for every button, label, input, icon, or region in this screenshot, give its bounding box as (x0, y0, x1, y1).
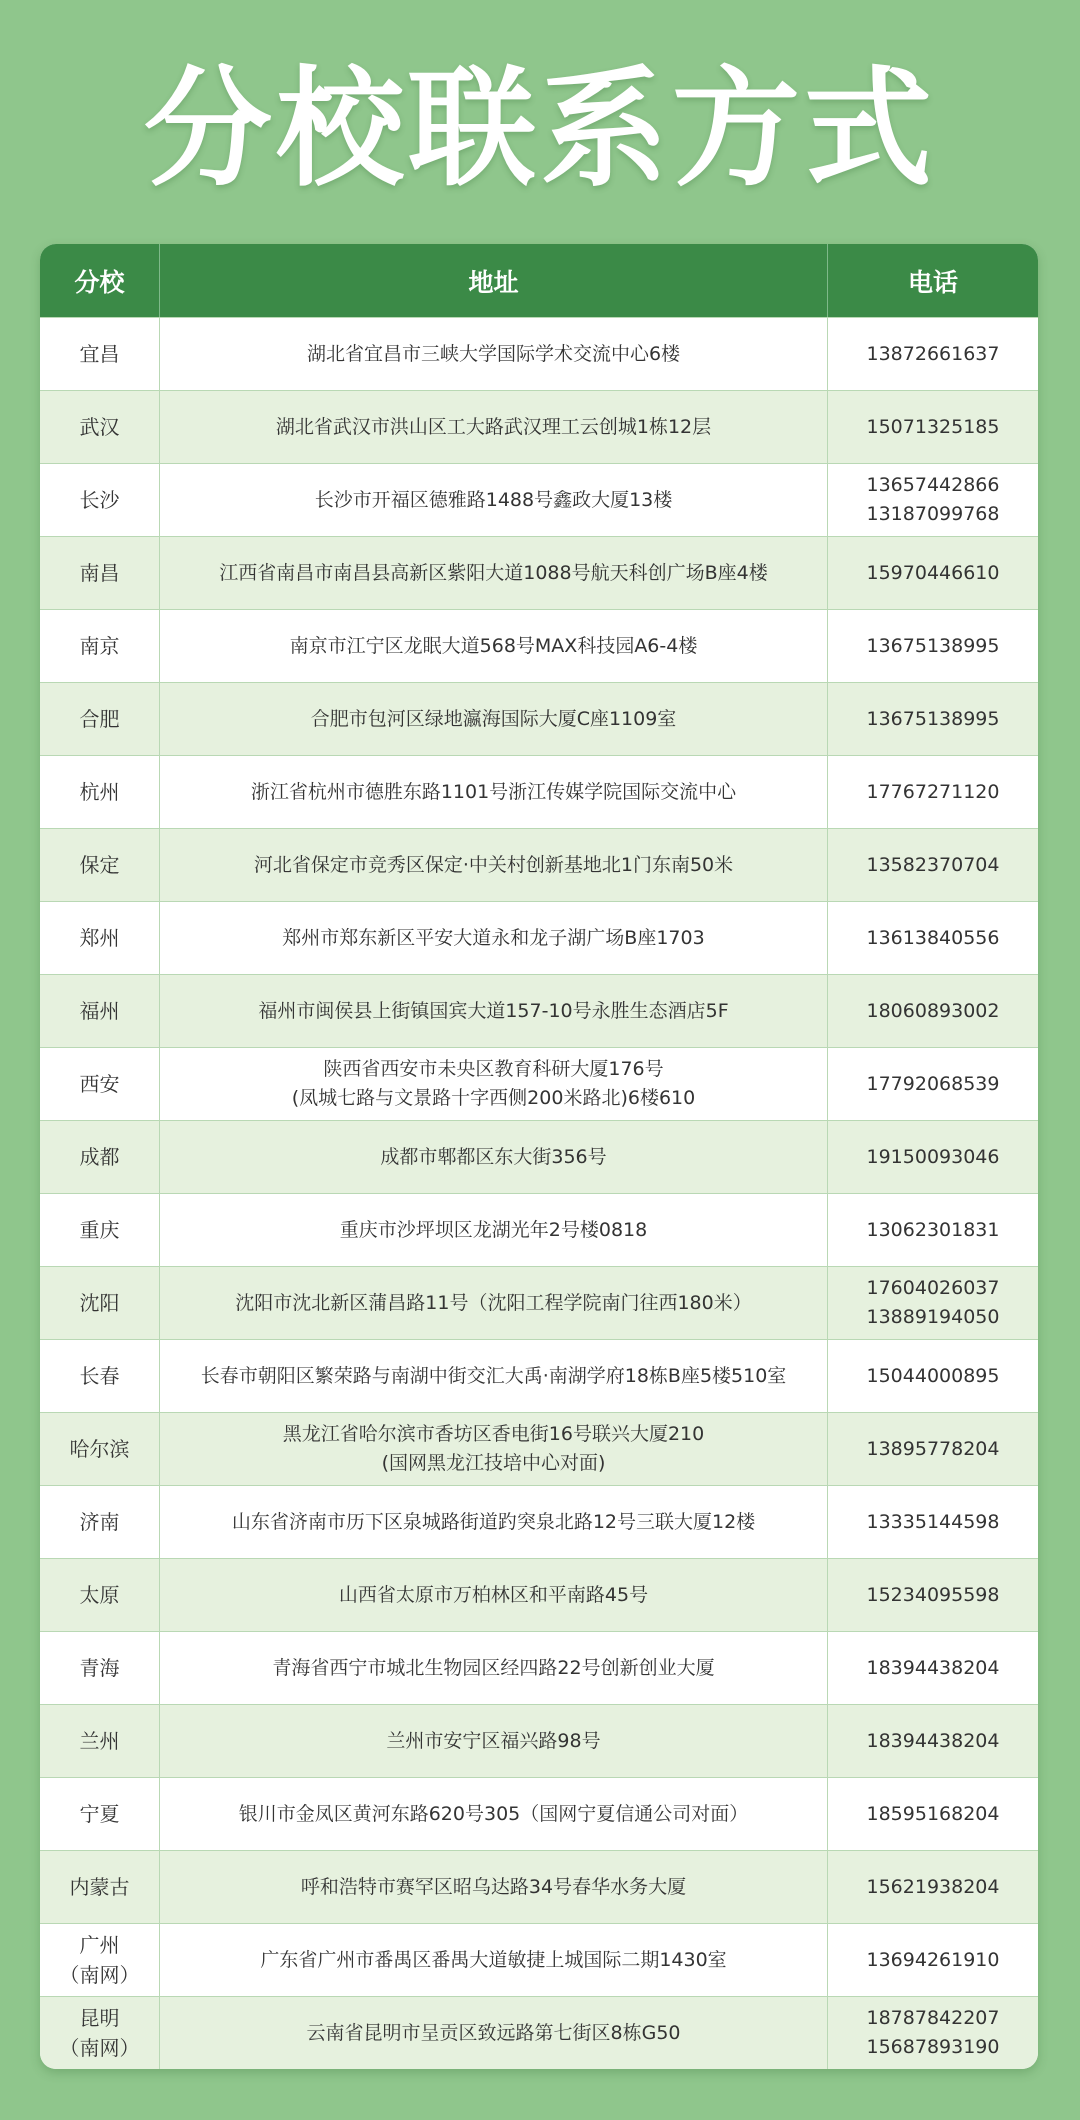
table-row (40, 1047, 1038, 1120)
address-line: 合肥市包河区绿地瀛海国际大厦C座1109室 (310, 707, 677, 730)
branch-name: 重庆 (79, 1218, 120, 1242)
page-title: 分校联系方式 (143, 55, 936, 204)
phone-number[interactable]: 13335144598 (866, 1510, 1000, 1533)
address-line: 湖北省宜昌市三峡大学国际学术交流中心6楼 (306, 342, 681, 365)
address-line: 重庆市沙坪坝区龙湖光年2号楼0818 (339, 1218, 648, 1241)
table-row (40, 390, 1038, 463)
address-line: 黑龙江省哈尔滨市香坊区香电街16号联兴大厦210 (282, 1423, 705, 1445)
branch-cell (40, 829, 160, 901)
phone-cell (828, 1486, 1038, 1558)
table-row (40, 682, 1038, 755)
table-row (40, 1485, 1038, 1558)
phone-number[interactable]: 13187099768 (866, 503, 1000, 525)
phone-number[interactable]: 17604026037 (866, 1277, 1000, 1299)
phone-cell (828, 1632, 1038, 1704)
table-row (40, 536, 1038, 609)
branch-name: 福州 (79, 999, 120, 1023)
table-row (40, 1193, 1038, 1266)
address-line: 河北省保定市竞秀区保定·中关村创新基地北1门东南50米 (253, 853, 734, 876)
table-row (40, 1266, 1038, 1339)
address-line: 青海省西宁市城北生物园区经四路22号创新创业大厦 (272, 1656, 715, 1679)
phone-cell (828, 1559, 1038, 1631)
address-cell (160, 537, 828, 609)
branch-cell (40, 1121, 160, 1193)
table-row (40, 1631, 1038, 1704)
table-row (40, 1120, 1038, 1193)
branch-cell (40, 1559, 160, 1631)
table-row (40, 974, 1038, 1047)
phone-cell (828, 1778, 1038, 1850)
branch-name: 广州 (79, 1933, 120, 1957)
branch-cell (40, 1997, 160, 2069)
table-row (40, 609, 1038, 682)
branch-name: （南网） (59, 1963, 140, 1987)
address-cell (160, 1851, 828, 1923)
branch-cell (40, 318, 160, 390)
branch-cell (40, 1340, 160, 1412)
address-line: 沈阳市沈北新区蒲昌路11号（沈阳工程学院南门往西180米） (235, 1291, 752, 1314)
phone-number[interactable]: 15044000895 (866, 1364, 1000, 1387)
table-row (40, 1996, 1038, 2069)
phone-cell (828, 1997, 1038, 2069)
branch-name: 武汉 (79, 415, 120, 439)
phone-number[interactable]: 15071325185 (866, 415, 1000, 438)
address-cell (160, 683, 828, 755)
phone-cell (828, 391, 1038, 463)
table-body (40, 317, 1038, 2069)
address-cell (160, 1486, 828, 1558)
address-line: 福州市闽侯县上街镇国宾大道157-10号永胜生态酒店5F (258, 999, 729, 1022)
table-row (40, 317, 1038, 390)
branch-cell (40, 1413, 160, 1485)
table-row (40, 1412, 1038, 1485)
table-row (40, 901, 1038, 974)
branch-name: 昆明 (79, 2006, 120, 2030)
phone-cell (828, 1851, 1038, 1923)
branch-name: 郑州 (79, 926, 120, 950)
phone-number[interactable]: 18394438204 (866, 1729, 1000, 1752)
address-cell (160, 1194, 828, 1266)
phone-cell (828, 464, 1038, 536)
address-line: 云南省昆明市呈贡区致远路第七街区8栋G50 (306, 2021, 681, 2044)
branch-cell (40, 1048, 160, 1120)
branch-name: 合肥 (79, 707, 120, 731)
address-line: 长沙市开福区德雅路1488号鑫政大厦13楼 (314, 488, 673, 511)
phone-number[interactable]: 13694261910 (866, 1948, 1000, 1971)
phone-number[interactable]: 13895778204 (866, 1437, 1000, 1460)
phone-number[interactable]: 18394438204 (866, 1656, 1000, 1679)
address-line: 长春市朝阳区繁荣路与南湖中街交汇大禹·南湖学府18栋B座5楼510室 (200, 1364, 787, 1387)
address-line: 山西省太原市万柏林区和平南路45号 (338, 1583, 649, 1606)
phone-cell (828, 683, 1038, 755)
table-row (40, 755, 1038, 828)
phone-cell (828, 975, 1038, 1047)
phone-number[interactable]: 13889194050 (866, 1306, 1000, 1328)
header-branch: 分校 (40, 244, 160, 317)
branch-name: 南京 (79, 634, 120, 658)
phone-cell (828, 1413, 1038, 1485)
phone-number[interactable]: 17792068539 (866, 1072, 1000, 1095)
branch-name: 杭州 (79, 780, 120, 804)
phone-number[interactable]: 15970446610 (866, 561, 1000, 584)
branch-cell (40, 756, 160, 828)
address-line: 成都市郫都区东大街356号 (380, 1145, 607, 1168)
phone-number[interactable]: 13062301831 (866, 1218, 1000, 1241)
branch-cell (40, 1705, 160, 1777)
address-line: 广东省广州市番禺区番禺大道敏捷上城国际二期1430室 (260, 1948, 727, 1971)
table-row (40, 1850, 1038, 1923)
address-cell (160, 1632, 828, 1704)
address-cell (160, 756, 828, 828)
phone-number[interactable]: 13582370704 (866, 853, 1000, 876)
address-cell (160, 829, 828, 901)
phone-cell (828, 318, 1038, 390)
branch-cell (40, 537, 160, 609)
address-line: (凤城七路与文景路十字西侧200米路北)6楼610 (291, 1087, 696, 1109)
branch-cell (40, 610, 160, 682)
branch-cell (40, 1486, 160, 1558)
table-row (40, 1558, 1038, 1631)
branch-contact-table (40, 244, 1038, 2069)
table-row (40, 1339, 1038, 1412)
address-cell (160, 1559, 828, 1631)
address-line: 南京市江宁区龙眠大道568号MAX科技园A6-4楼 (289, 634, 698, 657)
phone-cell (828, 756, 1038, 828)
phone-number[interactable]: 15234095598 (866, 1583, 1000, 1606)
branch-name: 济南 (79, 1510, 120, 1534)
header-phone: 电话 (907, 267, 958, 297)
branch-cell (40, 1632, 160, 1704)
branch-name: 西安 (79, 1072, 120, 1096)
phone-cell (828, 1705, 1038, 1777)
branch-cell (40, 1778, 160, 1850)
table-row (40, 1777, 1038, 1850)
header-address: 地址 (160, 244, 828, 317)
phone-cell (828, 1924, 1038, 1996)
phone-cell (828, 1267, 1038, 1339)
branch-name: 沈阳 (79, 1291, 120, 1315)
address-cell (160, 318, 828, 390)
address-line: 郑州市郑东新区平安大道永和龙子湖广场B座1703 (282, 926, 705, 949)
branch-name: 青海 (79, 1656, 120, 1680)
phone-number[interactable]: 15687893190 (866, 2036, 1000, 2058)
phone-number[interactable]: 13872661637 (866, 342, 1000, 365)
branch-cell (40, 464, 160, 536)
branch-cell (40, 1267, 160, 1339)
phone-number[interactable]: 13675138995 (866, 634, 1000, 657)
phone-cell (828, 902, 1038, 974)
phone-number[interactable]: 13613840556 (866, 926, 1000, 949)
branch-cell (40, 391, 160, 463)
branch-cell (40, 1194, 160, 1266)
address-line: 呼和浩特市赛罕区昭乌达路34号春华水务大厦 (300, 1875, 687, 1898)
branch-name: 保定 (79, 853, 120, 877)
address-line: 湖北省武汉市洪山区工大路武汉理工云创城1栋12层 (275, 415, 712, 438)
table-row (40, 828, 1038, 901)
branch-name: 长沙 (79, 488, 120, 512)
branch-name: 成都 (79, 1145, 120, 1169)
branch-name: 长春 (79, 1364, 120, 1388)
table-header (40, 244, 1038, 317)
address-cell (160, 975, 828, 1047)
phone-number[interactable]: 18787842207 (866, 2007, 1000, 2029)
phone-cell (828, 829, 1038, 901)
address-cell (160, 1705, 828, 1777)
phone-number[interactable]: 19150093046 (866, 1145, 1000, 1168)
address-line: 陕西省西安市未央区教育科研大厦176号 (323, 1058, 664, 1080)
address-cell (160, 1048, 828, 1120)
branch-name: 太原 (79, 1583, 120, 1607)
address-cell (160, 464, 828, 536)
branch-name: （南网） (59, 2036, 140, 2060)
address-line: 山东省济南市历下区泉城路街道趵突泉北路12号三联大厦12楼 (231, 1510, 756, 1533)
phone-number[interactable]: 17767271120 (866, 780, 1000, 803)
address-line: 江西省南昌市南昌县高新区紫阳大道1088号航天科创广场B座4楼 (219, 561, 768, 584)
table-row (40, 1704, 1038, 1777)
branch-name: 宜昌 (79, 342, 120, 366)
phone-cell (828, 1048, 1038, 1120)
address-cell (160, 1997, 828, 2069)
address-cell (160, 1924, 828, 1996)
phone-number[interactable]: 13675138995 (866, 707, 1000, 730)
phone-cell (828, 1121, 1038, 1193)
phone-cell (828, 537, 1038, 609)
branch-name: 宁夏 (79, 1802, 120, 1826)
branch-cell (40, 975, 160, 1047)
phone-number[interactable]: 15621938204 (866, 1875, 1000, 1898)
branch-name: 兰州 (79, 1729, 120, 1753)
address-cell (160, 1267, 828, 1339)
address-line: 银川市金凤区黄河东路620号305（国网宁夏信通公司对面） (238, 1802, 749, 1825)
address-cell (160, 902, 828, 974)
phone-number[interactable]: 18060893002 (866, 999, 1000, 1022)
phone-number[interactable]: 13657442866 (866, 474, 1000, 496)
branch-name: 哈尔滨 (69, 1437, 130, 1461)
table-row (40, 463, 1038, 536)
phone-cell (828, 610, 1038, 682)
branch-cell (40, 1851, 160, 1923)
address-line: (国网黑龙江技培中心对面) (381, 1452, 606, 1474)
branch-cell (40, 902, 160, 974)
address-cell (160, 1121, 828, 1193)
address-cell (160, 1340, 828, 1412)
phone-cell (828, 1194, 1038, 1266)
address-cell (160, 610, 828, 682)
branch-name: 南昌 (79, 561, 120, 585)
phone-number[interactable]: 18595168204 (866, 1802, 1000, 1825)
address-line: 兰州市安宁区福兴路98号 (386, 1729, 601, 1752)
phone-cell (828, 1340, 1038, 1412)
address-line: 浙江省杭州市德胜东路1101号浙江传媒学院国际交流中心 (250, 780, 737, 803)
branch-cell (40, 1924, 160, 1996)
address-cell (160, 1413, 828, 1485)
branch-cell (40, 683, 160, 755)
table-row (40, 1923, 1038, 1996)
address-cell (160, 391, 828, 463)
address-cell (160, 1778, 828, 1850)
branch-name: 内蒙古 (69, 1875, 130, 1899)
